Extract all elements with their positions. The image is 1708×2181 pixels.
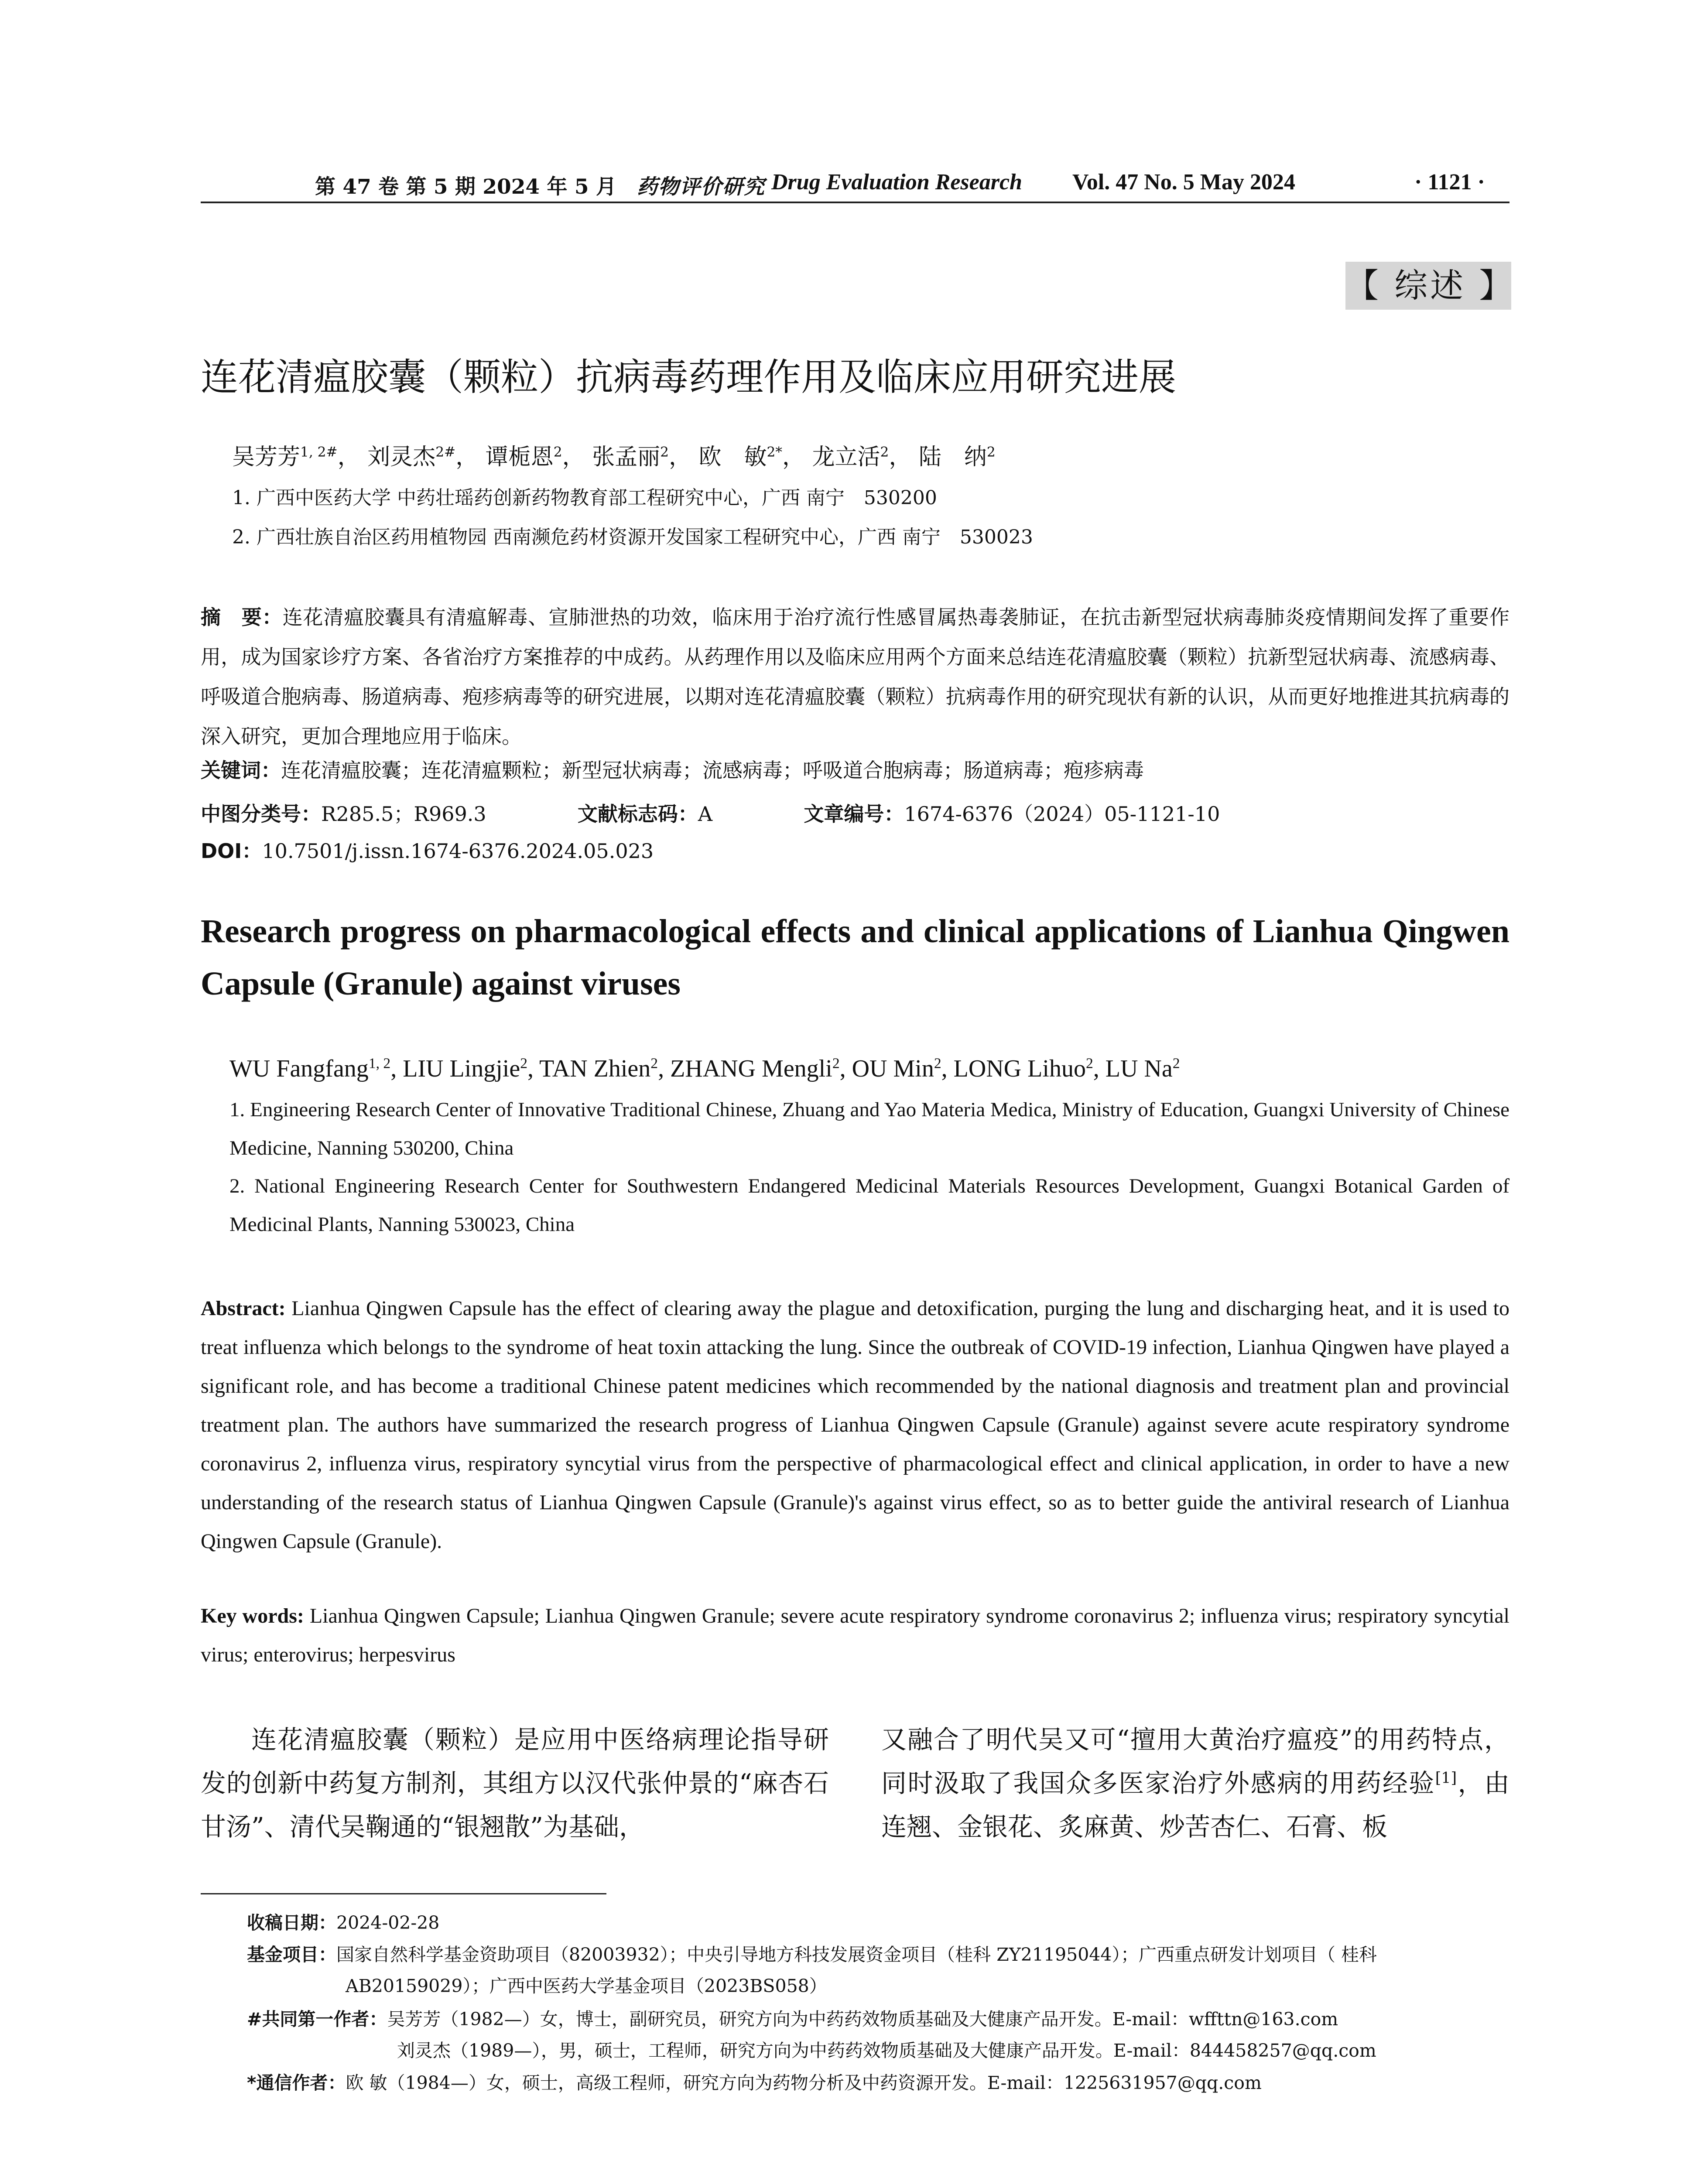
author-cn: 陆 纳 [918,444,987,470]
abstract-cn-text: 连花清瘟胶囊具有清瘟解毒、宣肺泄热的功效，临床用于治疗流行性感冒属热毒袭肺证，在抗击新型冠状病毒肺炎疫情期间发挥了重要作用，成为国家诊疗方案、各省治疗方案推荐的中成药。从药理作用以及临床应用两个方面来总结连花清瘟胶囊（颗粒）抗新型冠状病毒、流感病毒、呼吸道合胞病毒、肠道病毒、疱疹病毒等的研究进展，以期对连花清瘟胶囊（颗粒）抗病毒作用的研究现状有新的认识，从而更好地推进其抗病毒的深入研究，更加合理地应用于临床。 [201,605,1510,748]
affiliation-cn-2: 2. 广西壮族自治区药用植物园 西南濒危药材资源开发国家工程研究中心，广西 南宁 530023 [232,526,1033,548]
header-issue-cn: 第 47 卷 第 5 期 2024 年 5 月 [315,175,616,199]
keywords-en-text: Lianhua Qingwen Capsule; Lianhua Qingwen Granule; severe acute respiratory syndrome coronavirus 2; influenza virus; respiratory syncytial virus; enterovirus; herpesvirus [201,1604,1510,1666]
affiliation-en-1: 1. Engineering Research Center of Innovative Traditional Chinese, Zhuang and Yao Materia Medica, Ministry of Education, Guangxi University of Chinese Medicine, Nanning 530200, China [229,1098,1509,1159]
author-cn: 张孟丽 [592,444,661,470]
authors-cn: 吴芳芳$^{1, 2\#}$， 刘灵杰$^{2\#}$， 谭栀恩$^2$， 张孟丽$^2$， 欧 敏$^{2*}$， 龙立活$^2$， 陆 纳$^2$ [232,444,996,470]
citation-ref[interactable]: [1] [1435,1769,1457,1787]
footnote-fund: 基金项目：国家自然科学基金资助项目（82003932）；中央引导地方科技发展资金项目（桂科 ZY21195044）；广西重点研发计划项目（ 桂科 [247,1944,1377,1965]
body-column-right: 又融合了明代吴又可“擅用大黄治疗瘟疫”的用药特点，同时汲取了我国众多医家治疗外感病的用药经验[1]，由连翘、金银花、炙麻黄、炒苦杏仁、石膏、板 [881,1725,1509,1842]
affiliation-cn-1: 1. 广西中医药大学 中药壮瑶药创新药物教育部工程研究中心，广西 南宁 530200 [232,487,937,509]
doi-line: DOI：10.7501/j.issn.1674-6376.2024.05.023 [201,839,654,863]
author-cn: 欧 敏 [698,444,767,470]
body-column-left: 连花清瘟胶囊（颗粒）是应用中医络病理论指导研发的创新中药复方制剂，其组方以汉代张仲景的“麻杏石甘汤”、清代吴鞠通的“银翘散”为基础， [201,1725,829,1842]
classification-line: 中图分类号：R285.5；R969.3 文献标志码：A 文章编号：1674-6376（2024）05-1121-10 [201,802,1220,826]
title-en: Research progress on pharmacological effects and clinical applications of Lianhua Qingwen Capsule (Granule) against viruses [201,913,1509,1002]
footnote-cofirst-author: #共同第一作者：吴芳芳（1982—）女，博士，副研究员，研究方向为中药药效物质基础及大健康产品开发。E-mail：wffttn@163.com [247,2009,1338,2030]
doc-code-value: A [698,802,713,826]
footnote-received: 收稿日期：2024-02-28 [247,1912,440,1933]
section-badge: 【 综述 】 [1345,262,1511,310]
author-cn: 吴芳芳 [232,444,301,470]
abstract-cn-label: 摘 要： [201,605,283,629]
abstract-en-label: Abstract: [201,1297,286,1320]
author-cn: 龙立活 [812,444,880,470]
keywords-cn-text: 连花清瘟胶囊；连花清瘟颗粒；新型冠状病毒；流感病毒；呼吸道合胞病毒；肠道病毒；疱疹病毒 [281,759,1144,782]
article-number-value: 1674-6376（2024）05-1121-10 [904,802,1220,826]
footnote-rule [201,1893,606,1894]
footnote-corresponding-author: *通信作者：欧 敏（1984—）女，硕士，高级工程师，研究方向为药物分析及中药资源开发。E-mail：1225631957@qq.com [247,2072,1262,2093]
page-number: · 1121 · [1414,170,1485,195]
clc-value: R285.5；R969.3 [321,802,486,826]
abstract-cn [201,598,1509,756]
journal-name-en: Drug Evaluation Research [771,170,1022,195]
abstract-en [201,1289,1509,1561]
title-cn: 连花清瘟胶囊（颗粒）抗病毒药理作用及临床应用研究进展 [201,356,1176,399]
author-cn: 谭栀恩 [485,444,554,470]
footnote-cofirst-author-cont: 刘灵杰（1989—），男，硕士，工程师，研究方向为中药药效物质基础及大健康产品开发。E-mail：844458257@qq.com [397,2040,1376,2061]
running-header [201,168,1509,198]
authors-en: WU Fangfang$^{1, 2}$, LIU Lingjie$^2$, TAN Zhien$^2$, ZHANG Mengli$^2$, OU Min$^2$, LONG Lihuo$^2$, LU Na$^2$ [229,1055,1180,1082]
header-issue-en: Vol. 47 No. 5 May 2024 [1072,170,1295,195]
header-rule [201,202,1509,203]
doi-value[interactable]: 10.7501/j.issn.1674-6376.2024.05.023 [262,839,654,863]
author-cn: 刘灵杰 [367,444,436,470]
footnote-fund-cont: AB20159029）；广西中医药大学基金项目（2023BS058） [346,1976,827,1996]
keywords-en: Key words: Lianhua Qingwen Capsule; Lianhua Qingwen Granule; severe acute respiratory syndrome coronavirus 2; influenza virus; respiratory syncytial virus; enterovirus; herpesvirus [201,1604,1510,1666]
keywords-cn: 关键词：连花清瘟胶囊；连花清瘟颗粒；新型冠状病毒；流感病毒；呼吸道合胞病毒；肠道病毒；疱疹病毒 [201,759,1144,782]
abstract-en-text: Lianhua Qingwen Capsule has the effect of clearing away the plague and detoxification, purging the lung and discharging heat, and it is used to treat influenza which belongs to the syndrome of heat toxin attacking the lung. Since the outbreak of COVID-19 infection, Lianhua Qingwen have played a significant role, and has become a traditional Chinese patent medicines which recommended by the national diagnosis and treatment plan and provincial treatment plan. The authors have summarized the research progress of Lianhua Qingwen Capsule (Granule) against severe acute respiratory syndrome coronavirus 2, influenza virus, respiratory syncytial virus from the perspective of pharmacological effect and clinical application, in order to have a new understanding of the research status of Lianhua Qingwen Capsule (Granule)'s against virus effect, so as to better guide the antiviral research of Lianhua Qingwen Capsule (Granule). [201,1297,1510,1553]
journal-logo-cn: 药物评价研究 [637,175,765,199]
affiliation-en-2: 2. National Engineering Research Center for Southwestern Endangered Medicinal Materials Resources Development, Guangxi Botanical Garden of Medicinal Plants, Nanning 530023, China [229,1175,1509,1236]
